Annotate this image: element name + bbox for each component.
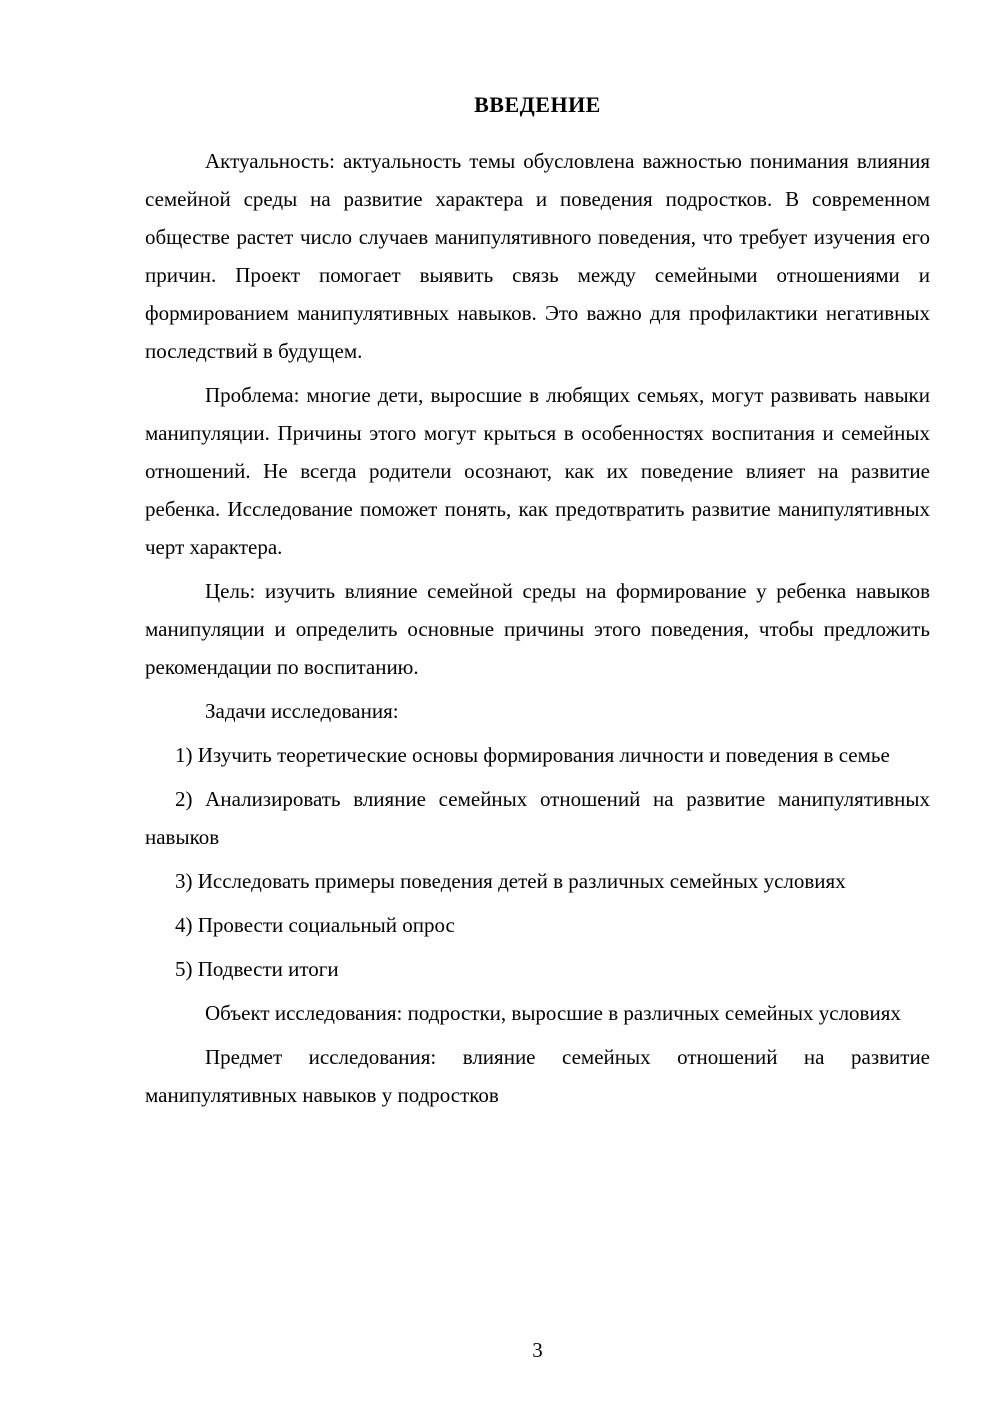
page-number: 3 <box>532 1338 543 1362</box>
paragraph-problem: Проблема: многие дети, выросшие в любящих семьях, могут развивать навыки манипуляции. Причины этого могут крыться в особенностях воспитания и семейных отношений. Не всегда родители осознают, как их поведение влияет на развитие ребенка. Исследование поможет понять, как предотвратить развитие манипулятивных черт характера. <box>145 383 930 559</box>
paragraph-goal: Цель: изучить влияние семейной среды на формирование у ребенка навыков манипуляции и определить основные причины этого поведения, чтобы предложить рекомендации по воспитанию. <box>145 579 930 679</box>
document-title: ВВЕДЕНИЕ <box>474 92 601 117</box>
tasks-heading: Задачи исследования: <box>205 699 399 723</box>
task-item-5: 5) Подвести итоги <box>175 957 339 981</box>
task-item-3: 3) Исследовать примеры поведения детей в различных семейных условиях <box>175 869 846 893</box>
paragraph-object: Объект исследования: подростки, выросшие в различных семейных условиях <box>205 1001 901 1025</box>
task-item-1: 1) Изучить теоретические основы формирования личности и поведения в семье <box>175 743 890 767</box>
task-item-4: 4) Провести социальный опрос <box>175 913 455 937</box>
task-item-2: 2) Анализировать влияние семейных отношений на развитие манипулятивных навыков <box>145 787 930 849</box>
paragraph-subject: Предмет исследования: влияние семейных отношений на развитие манипулятивных навыков у подростков <box>145 1045 930 1107</box>
paragraph-actuality: Актуальность: актуальность темы обусловлена важностью понимания влияния семейной среды на развитие характера и поведения подростков. В современном обществе растет число случаев манипулятивного поведения, что требует изучения его причин. Проект помогает выявить связь между семейными отношениями и формированием манипулятивных навыков. Это важно для профилактики негативных последствий в будущем. <box>145 149 930 363</box>
